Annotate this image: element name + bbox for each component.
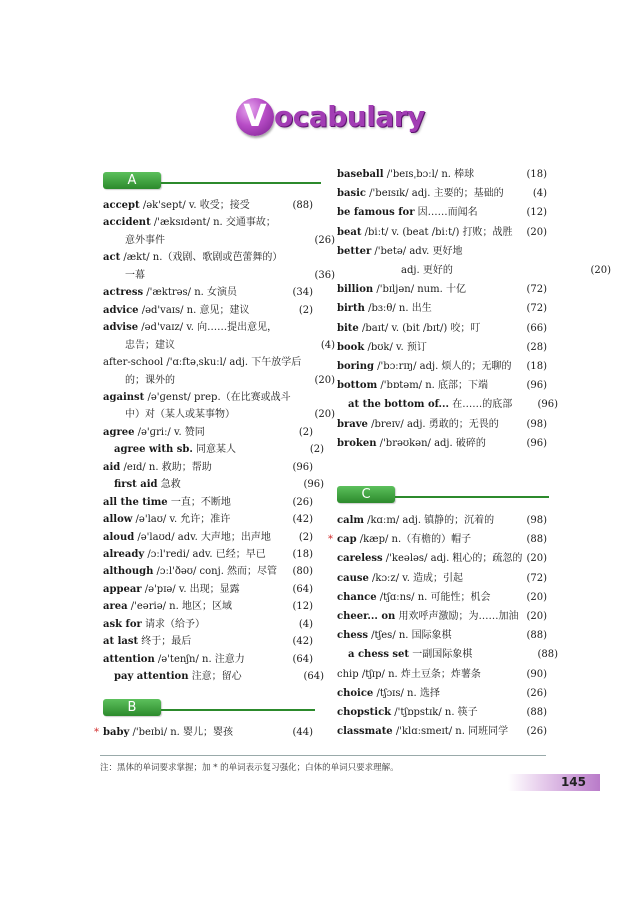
vocab-entry: [337, 648, 558, 661]
page-reference: (20): [526, 553, 547, 565]
headword: chess: [337, 630, 368, 642]
definition: /'eəriə/ n. 地区；区域: [127, 601, 232, 613]
definition: /eɪd/ n. 救助；帮助: [120, 461, 212, 473]
page-reference: (88): [537, 649, 558, 661]
vocabulary-title: [236, 98, 425, 140]
definition: /bʊk/ v. 预订: [364, 341, 427, 353]
page-reference: (72): [526, 284, 547, 296]
headword: be famous for: [337, 207, 415, 219]
headword: birth: [337, 303, 365, 315]
page-reference: (42): [292, 636, 313, 648]
review-star-icon: *: [94, 727, 99, 738]
headword: better: [337, 245, 372, 257]
vocab-entry: [337, 302, 547, 315]
headword: agree with sb.: [114, 444, 193, 456]
vocab-entry: [103, 531, 313, 544]
definition: /əd'vaɪz/ v. 向……提出意见，: [138, 322, 278, 334]
definition: /ək'sept/ v. 收受；接受: [139, 200, 250, 211]
headword: a chess set: [348, 649, 410, 661]
vocab-entry: [103, 356, 313, 369]
vocab-entry: [337, 514, 547, 527]
headword: accident: [103, 217, 151, 229]
headword: bite: [337, 322, 359, 334]
headword: at the bottom of...: [348, 399, 450, 411]
page-reference: (98): [526, 515, 547, 526]
headword: at last: [103, 636, 139, 648]
page-reference: (26): [526, 687, 547, 699]
definition: /ə'ɡenst/ prep.（在比赛或战斗: [144, 391, 291, 403]
definition: /'brəʊkən/ adj. 破碎的: [376, 437, 486, 449]
headword: advise: [103, 322, 139, 334]
vocab-entry: [337, 706, 547, 719]
headword: aid: [103, 461, 121, 473]
definition: 终于；最后: [138, 636, 192, 648]
headword: pay attention: [114, 671, 189, 683]
page-reference: (2): [298, 531, 313, 543]
definition: /'æktrəs/ n. 女演员: [143, 287, 238, 299]
page-reference: (96): [526, 437, 547, 449]
page-number-tab: [508, 774, 600, 791]
definition: /ə'ɡriː/ v. 赞同: [134, 426, 205, 438]
headword: book: [337, 341, 365, 353]
section-header-c: [337, 486, 549, 503]
page-reference: (12): [292, 601, 313, 613]
headword: cause: [337, 572, 369, 584]
definition: /tʃɔɪs/ n. 选择: [373, 687, 440, 699]
vocab-entry: [103, 391, 313, 404]
vocab-entry: [103, 565, 313, 578]
page-reference: (34): [292, 287, 313, 299]
page-reference: (98): [526, 418, 547, 430]
definition: /ə'tenʃn/ n. 注意力: [154, 653, 245, 665]
page-reference: (26): [314, 234, 335, 246]
page-reference: (4): [298, 618, 313, 630]
page-reference: (4): [320, 339, 335, 351]
section-letter: C: [337, 486, 395, 503]
page-reference: (72): [526, 572, 547, 584]
headword: attention: [103, 653, 155, 665]
headword: classmate: [337, 726, 393, 738]
definition: /'keələs/ adj. 粗心的；疏忽的: [382, 553, 523, 565]
definition: /bɜːθ/ n. 出生: [364, 303, 432, 315]
vocab-entry: [337, 226, 547, 239]
vocab-entry: [103, 234, 335, 247]
headword: baby: [103, 727, 130, 738]
definition: /'beɪbi/ n. 婴儿；婴孩: [129, 727, 234, 738]
vocab-entry: [103, 321, 313, 334]
vocab-entry: [103, 286, 313, 299]
definition: 请求（给予）: [141, 618, 205, 630]
section-rule: [161, 709, 315, 711]
page-reference: (20): [314, 409, 335, 421]
definition: 忠告；建议: [125, 339, 175, 351]
review-star-icon: *: [328, 534, 333, 546]
definition: 注意；留心: [188, 671, 242, 683]
vocab-entry: [337, 245, 547, 258]
page-reference: (64): [292, 583, 313, 595]
vocab-entry: [103, 478, 324, 491]
headword: cap: [337, 534, 357, 546]
definition: /'betə/ adv. 更好地: [371, 245, 463, 257]
section-header-a: [103, 172, 321, 189]
definition: /kɑːm/ adj. 镇静的；沉着的: [363, 515, 495, 526]
page-reference: (88): [526, 707, 547, 718]
definition: 一幕: [125, 269, 145, 281]
definition: /tʃɑːns/ n. 可能性；机会: [376, 591, 491, 603]
section-header-b: [103, 699, 315, 716]
vocab-entry: [337, 322, 547, 335]
headword: broken: [337, 437, 377, 449]
headword: agree: [103, 426, 135, 438]
vocab-entry: [337, 341, 547, 354]
definition: /ə'laʊ/ v. 允许；准许: [132, 514, 231, 526]
vocab-entry: [103, 304, 313, 317]
page-reference: (64): [303, 671, 324, 683]
definition: /ə'pɪə/ v. 出现；显露: [141, 583, 240, 595]
page-reference: (20): [526, 611, 547, 622]
page-reference: (20): [314, 374, 335, 386]
definition: 一副国际象棋: [409, 649, 473, 661]
definition: /'bɒtəm/ n. 底部；下端: [377, 380, 489, 392]
definition: /'bɔːrɪŋ/ adj. 烦人的；无聊的: [374, 361, 512, 372]
headword: baseball: [337, 169, 384, 180]
page-reference: (96): [526, 380, 547, 392]
definition: /ækt/ n.（戏剧、歌剧或芭蕾舞的）: [120, 252, 283, 264]
vocab-entry: [103, 496, 313, 509]
footer-note: 注：黑体的单词要求掌握；加 * 的单词表示复习强化；白体的单词只要求理解。: [100, 763, 399, 773]
headword: choice: [337, 687, 374, 699]
headword: accept: [103, 200, 140, 211]
headword: bottom: [337, 380, 378, 392]
page-reference: (90): [526, 668, 547, 680]
section-letter: B: [103, 699, 161, 716]
definition: /kɔːz/ v. 造成；引起: [368, 572, 464, 584]
vocab-entry: [337, 687, 547, 700]
vocab-entry: [103, 653, 313, 666]
footer-divider: [100, 755, 546, 756]
page-reference: (18): [526, 361, 547, 372]
headword: although: [103, 566, 154, 578]
definition: /tʃes/ n. 国际象棋: [367, 630, 452, 642]
page-reference: (2): [309, 444, 324, 456]
vocab-entry: [103, 548, 313, 561]
vocab-entry: [103, 251, 313, 264]
definition: /'tʃɒpstɪk/ n. 筷子: [391, 707, 478, 718]
page-reference: (72): [526, 303, 547, 315]
definition: /'æksɪdənt/ n. 交通事故；: [150, 217, 276, 229]
vocab-entry: [103, 635, 313, 648]
page-reference: (26): [526, 726, 547, 738]
definition: adj. 更好的: [401, 265, 453, 276]
page-reference: (20): [590, 265, 611, 276]
headword: area: [103, 601, 128, 613]
vocab-entry: [328, 533, 547, 546]
vocab-entry: [103, 426, 313, 439]
page-reference: (20): [526, 226, 547, 238]
page-reference: (96): [303, 479, 324, 491]
vocab-entry: [337, 360, 547, 373]
page-reference: (96): [537, 399, 558, 411]
vocab-entry: [337, 572, 547, 585]
definition: /ə'laʊd/ adv. 大声地；出声地: [134, 531, 271, 543]
definition: 一直；不断地: [167, 496, 231, 508]
vocab-entry: [103, 583, 313, 596]
vocab-entry: [337, 283, 547, 296]
headword: chopstick: [337, 707, 392, 718]
page-reference: (12): [526, 207, 547, 219]
definition: /'klɑːsmeɪt/ n. 同班同学: [392, 726, 509, 738]
headword: aloud: [103, 531, 135, 543]
vocab-entry: [337, 629, 547, 642]
vocab-entry: [337, 725, 547, 738]
page-reference: (2): [298, 426, 313, 438]
vocab-entry: [103, 461, 313, 474]
headword: allow: [103, 514, 133, 526]
vocab-entry: [103, 600, 313, 613]
headword: billion: [337, 284, 374, 296]
vocab-entry: [337, 187, 547, 200]
headword: beat: [337, 226, 362, 238]
title-initial-badge: [236, 98, 274, 136]
vocab-entry: [103, 670, 324, 683]
headword: actress: [103, 287, 144, 299]
page-reference: (2): [298, 304, 313, 316]
definition: /breɪv/ adj. 勇敢的；无畏的: [367, 418, 499, 430]
definition: chip /tʃɪp/ n. 炸土豆条；炸薯条: [337, 668, 481, 680]
definition: 急救: [157, 479, 181, 491]
vocab-entry: [337, 398, 558, 411]
vocab-entry: [337, 552, 547, 565]
headword: first aid: [114, 479, 158, 491]
vocab-entry: [103, 513, 313, 526]
page-reference: (18): [292, 549, 313, 560]
vocab-entry: [337, 168, 547, 181]
page-reference: (28): [526, 341, 547, 353]
headword: act: [103, 252, 121, 264]
vocab-entry: [337, 610, 547, 623]
page-reference: (96): [292, 461, 313, 473]
page-reference: (20): [526, 591, 547, 603]
definition: 同意某人: [192, 444, 237, 456]
definition: 意外事件: [125, 234, 165, 246]
page-reference: (64): [292, 653, 313, 665]
definition: 的；课外的: [125, 374, 175, 386]
headword: already: [103, 549, 145, 560]
vocab-entry: [337, 668, 547, 681]
definition: /'beɪsˌbɔːl/ n. 棒球: [383, 169, 475, 180]
headword: boring: [337, 361, 374, 372]
definition: after-school /'ɑːftəˌskuːl/ adj. 下午放学后: [103, 357, 302, 369]
page-reference: (4): [532, 188, 547, 200]
page-reference: (88): [526, 630, 547, 642]
vocab-entry: [103, 199, 313, 212]
page-reference: (42): [292, 514, 313, 526]
section-rule: [161, 182, 321, 184]
headword: brave: [337, 418, 368, 430]
vocab-entry: [103, 216, 313, 229]
definition: /kæp/ n.（有檐的）帽子: [356, 534, 472, 546]
vocab-entry: [103, 618, 313, 631]
vocab-entry: [337, 264, 611, 277]
headword: basic: [337, 188, 366, 200]
vocab-entry: [103, 269, 335, 282]
headword: careless: [337, 553, 383, 565]
definition: /ɔːl'ðəʊ/ conj. 然而；尽管: [153, 566, 278, 578]
vocab-entry: [337, 379, 547, 392]
definition: /biːt/ v. (beat /biːt/) 打败；战胜: [361, 226, 513, 238]
definition: 在……的底部: [449, 399, 513, 411]
vocab-entry: [94, 726, 313, 739]
vocab-entry: [337, 418, 547, 431]
definition: /ɔːl'redi/ adv. 已经；早已: [144, 549, 266, 560]
definition: /'bɪljən/ num. 十亿: [373, 284, 466, 296]
page-reference: (66): [526, 322, 547, 334]
headword: ask for: [103, 618, 142, 630]
vocab-entry: [103, 339, 335, 352]
definition: 用欢呼声激励；为……加油: [395, 611, 519, 622]
headword: cheer... on: [337, 611, 396, 622]
page-number: 145: [560, 775, 586, 789]
definition: 中）对（某人或某事物）: [125, 409, 235, 421]
page-reference: (88): [526, 534, 547, 546]
headword: advice: [103, 304, 139, 316]
section-rule: [395, 496, 549, 498]
vocab-entry: [337, 206, 547, 219]
page-reference: (44): [292, 727, 313, 738]
definition: /əd'vaɪs/ n. 意见；建议: [138, 304, 250, 316]
vocab-entry: [337, 591, 547, 604]
definition: /'beɪsɪk/ adj. 主要的；基础的: [366, 188, 504, 200]
section-letter: A: [103, 172, 161, 189]
title-rest: ocabulary: [274, 100, 425, 133]
definition: 因……而闻名: [414, 207, 478, 219]
vocab-entry: [103, 408, 335, 421]
vocab-entry: [103, 443, 324, 456]
headword: calm: [337, 515, 364, 526]
vocab-entry: [337, 437, 547, 450]
definition: /baɪt/ v. (bit /bɪt/) 咬；叮: [358, 322, 481, 334]
headword: chance: [337, 591, 377, 603]
page-reference: (26): [292, 496, 313, 508]
page-reference: (88): [292, 200, 313, 211]
headword: all the time: [103, 496, 168, 508]
headword: against: [103, 391, 145, 403]
page-reference: (36): [314, 269, 335, 281]
title-initial: V: [243, 99, 267, 134]
page-reference: (80): [292, 566, 313, 578]
vocab-entry: [103, 374, 335, 387]
page-reference: (18): [526, 169, 547, 180]
headword: appear: [103, 583, 142, 595]
